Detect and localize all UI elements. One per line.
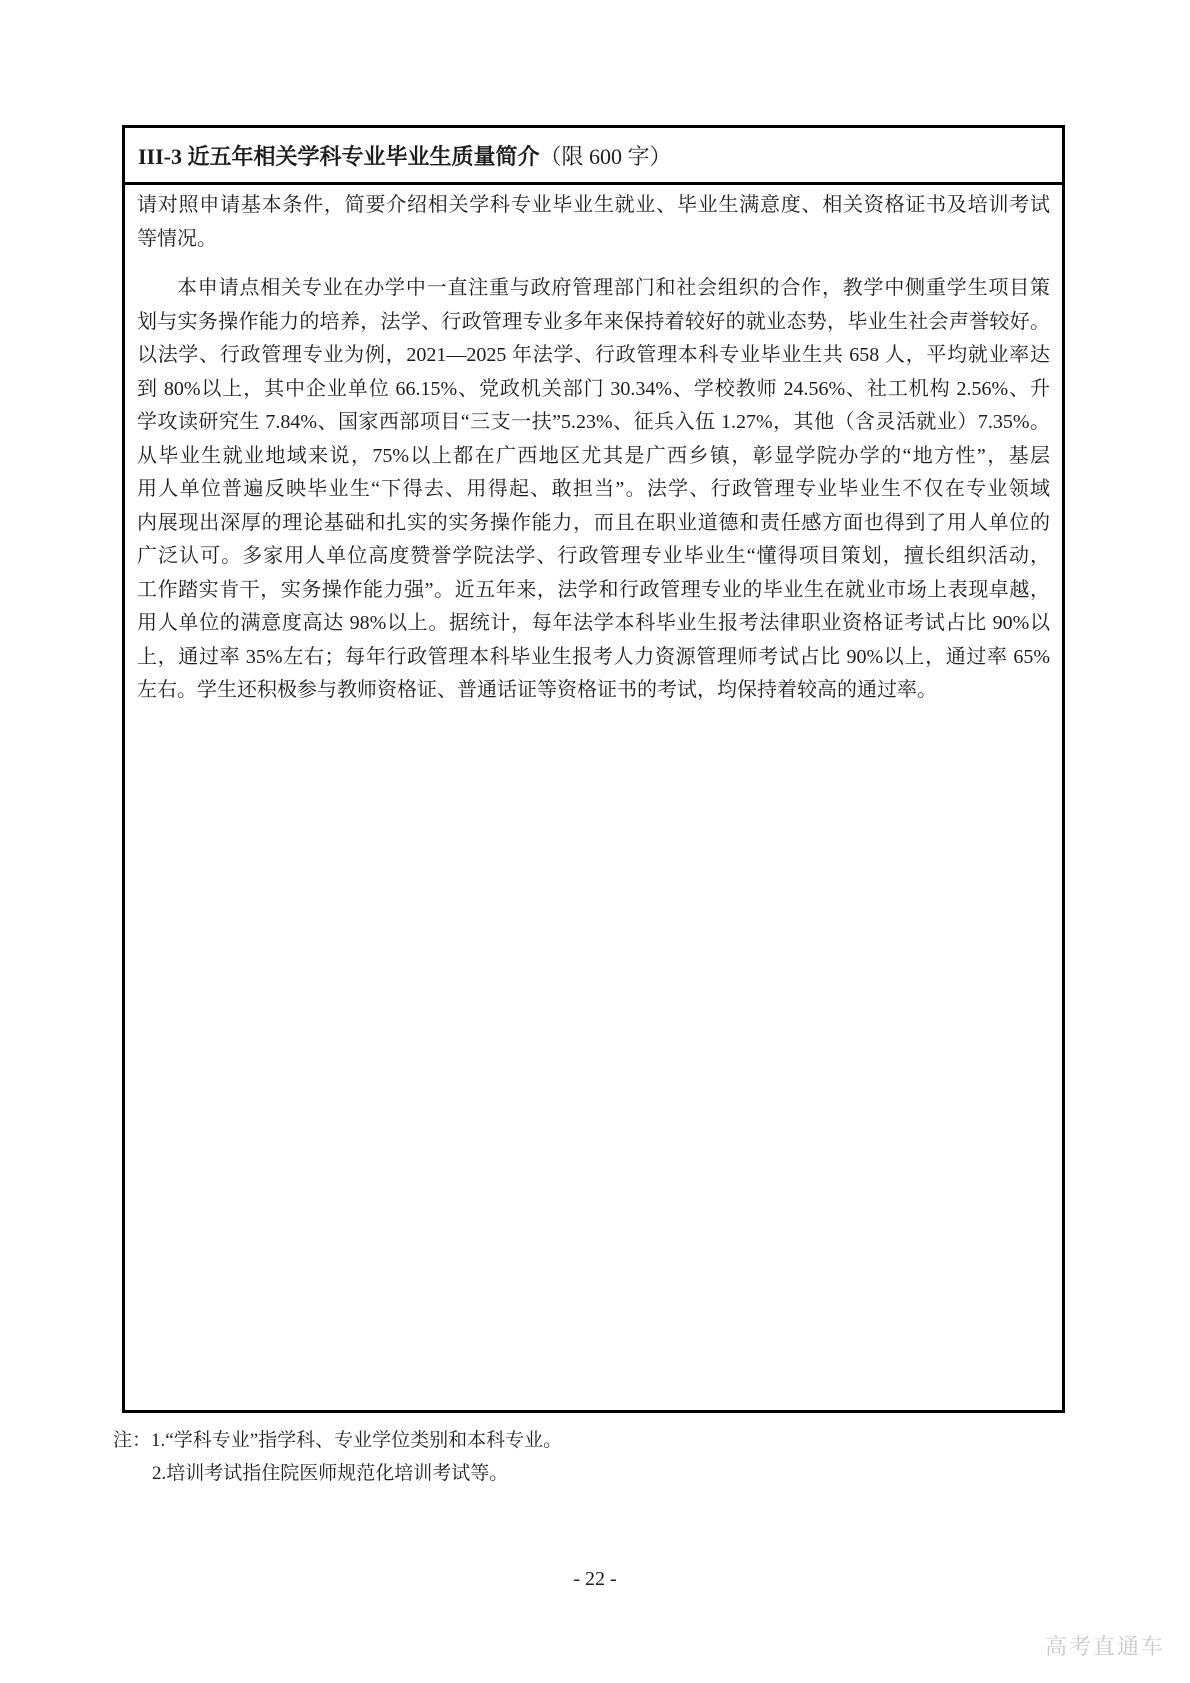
note-item (113, 1424, 562, 1457)
body-line: 左右。学生还积极参与教师资格证、普通话证等资格证书的考试，均保持着较高的通过率。 (137, 679, 937, 701)
body-line: 用人单位的满意度高达 98%以上。据统计，每年法学本科毕业生报考法律职业资格证考试占比 90%以 (137, 612, 1050, 634)
body-line: 以法学、行政管理专业为例，2021—2025 年法学、行政管理本科专业毕业生共 658 人，平均就业率达 (137, 344, 1050, 366)
note-label: 注： (113, 1430, 152, 1451)
body-line: 到 80%以上，其中企业单位 66.15%、党政机关部门 30.34%、学校教师 24.56%、社工机构 2.56%、升 (137, 377, 1050, 400)
body-line: 学攻读研究生 7.84%、国家西部项目“三支一扶”5.23%、征兵入伍 1.27%，其他（含灵活就业）7.35%。 (137, 411, 1050, 433)
instruction-line: 等情况。 (137, 227, 217, 250)
body-line: 本申请点相关专业在办学中一直注重与政府管理部门和社会组织的合作，教学中侧重学生项目策 (177, 277, 1050, 299)
section-title-limit: （限 600 字） (539, 143, 672, 169)
form-section-box (122, 125, 1065, 1413)
blank-line (137, 256, 1050, 272)
body-line: 划与实务操作能力的培养，法学、行政管理专业多年来保持着较好的就业态势，毕业生社会声誉较好。 (137, 310, 1050, 333)
section-content (125, 185, 1062, 708)
body-line: 广泛认可。多家用人单位高度赞誉学院法学、行政管理专业毕业生“懂得项目策划，擅长组织活动， (137, 545, 1050, 567)
section-title: III-3 近五年相关学科专业毕业生质量简介 (138, 143, 540, 169)
instruction-line: 请对照申请基本条件，简要介绍相关学科专业毕业生就业、毕业生满意度、相关资格证书及培训考试 (137, 194, 1050, 216)
page-number: - 22 - (573, 1568, 617, 1590)
section-header (125, 128, 1062, 185)
body-line: 从毕业生就业地域来说，75%以上都在广西地区尤其是广西乡镇，彰显学院办学的“地方性”，基层 (137, 444, 1050, 467)
body-line: 工作踏实肯干，实务操作能力强”。近五年来，法学和行政管理专业的毕业生在就业市场上表现卓越， (137, 578, 1050, 601)
body-line: 用人单位普遍反映毕业生“下得去、用得起、敢担当”。法学、行政管理专业毕业生不仅在专业领域 (137, 478, 1050, 500)
body-line: 内展现出深厚的理论基础和扎实的实务操作能力，而且在职业道德和责任感方面也得到了用人单位的 (137, 511, 1050, 534)
note-item: 2.培训考试指住院医师规范化培训考试等。 (152, 1463, 509, 1484)
footnotes (113, 1424, 562, 1490)
note-text: 1.“学科专业”指学科、专业学位类别和本科专业。 (151, 1430, 563, 1451)
watermark: 高考直通车 (1044, 1634, 1165, 1659)
body-line: 上，通过率 35%左右；每年行政管理本科毕业生报考人力资源管理师考试占比 90%以上，通过率 65% (137, 645, 1050, 668)
